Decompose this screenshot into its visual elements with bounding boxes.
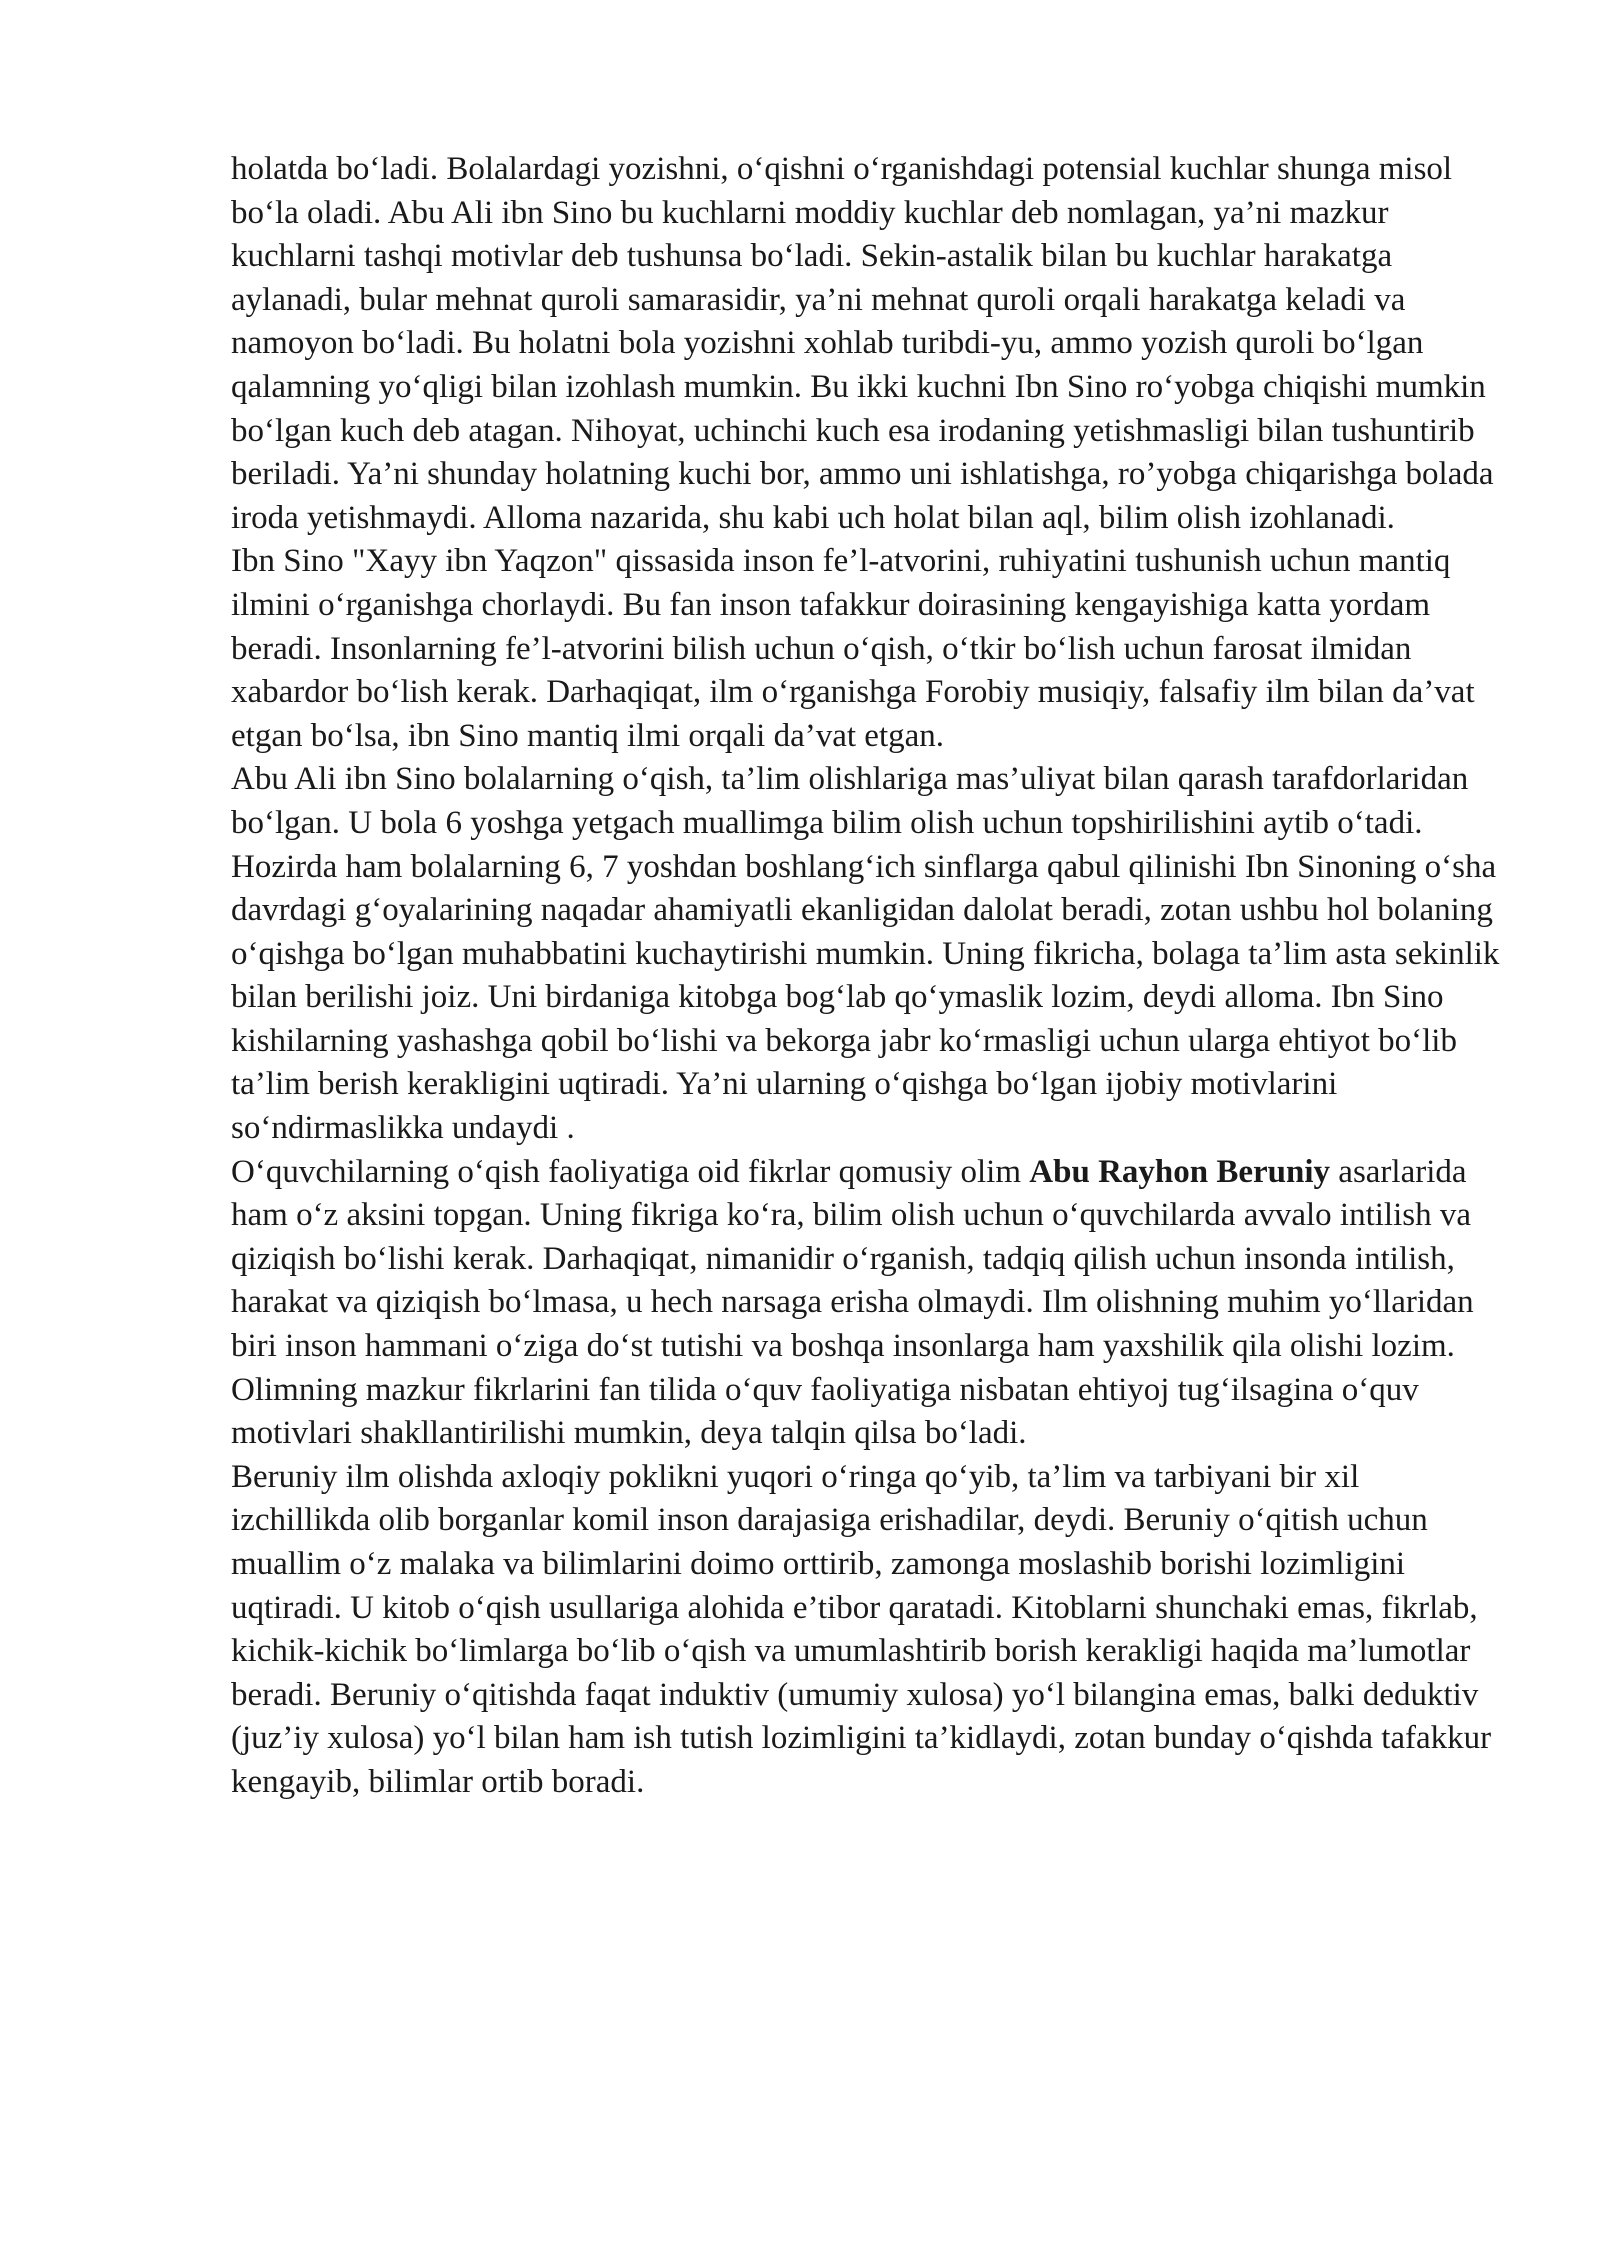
paragraph-4-text-end: asarlarida ham o‘z aksini topgan. Uning fikriga ko‘ra, bilim olish uchun o‘quvchilarda avvalo intilish va qiziqish bo‘lishi kerak. Darhaqiqat, nimanidir o‘rganish, tadqiq qilish uchun insonda intilish, harakat va qiziqish bo‘lmasa, u hech narsaga erisha olmaydi. Ilm olishning muhim yo‘llaridan biri inson hammani o‘ziga do‘st tutishi va boshqa insonlarga ham yaxshilik qila olishi lozim. Olimning mazkur fikrlarini fan tilida o‘quv faoliyatiga nisbatan ehtiyoj tug‘ilsagina o‘quv motivlari shakllantirilishi mumkin, deya talqin qilsa bo‘ladi.	[231, 1153, 1474, 1452]
bold-name-beruniy: Abu Rayhon Beruniy	[1029, 1153, 1331, 1190]
paragraph-2: Ibn Sino "Xayy ibn Yaqzon" qissasida inson fe’l-atvorini, ruhiyatini tushunish uchun mantiq ilmini o‘rganishga chorlaydi. Bu fan inson tafakkur doirasining kengayishiga katta yordam beradi. Insonlarning fe’l-atvorini bilish uchun o‘qish, o‘tkir bo‘lish uchun farosat ilmidan xabardor bo‘lish kerak. Darhaqiqat, ilm o‘rganishga Forobiy musiqiy, falsafiy ilm bilan da’vat etgan bo‘lsa, ibn Sino mantiq ilmi orqali da’vat etgan.	[231, 543, 1475, 754]
paragraph-4	[231, 1151, 1501, 1456]
paragraph-4-text-start: O‘quvchilarning o‘qish faoliyatiga oid fikrlar qomusiy olim	[231, 1153, 1030, 1190]
paragraph-5: Beruniy ilm olishda axloqiy poklikni yuqori o‘ringa qo‘yib, ta’lim va tarbiyani bir xil izchillikda olib borganlar komil inson darajasiga erishadilar, deydi. Beruniy o‘qitish uchun muallim o‘z malaka va bilimlarini doimo orttirib, zamonga moslashib borishi lozimligini uqtiradi. U kitob o‘qish usullariga alohida e’tibor qaratadi. Kitoblarni shunchaki emas, fikrlab, kichik-kichik bo‘limlarga bo‘lib o‘qish va umumlashtirib borish kerakligi haqida ma’lumotlar beradi. Beruniy o‘qitishda faqat induktiv (umumiy xulosa) yo‘l bilangina emas, balki deduktiv (juz’iy xulosa) yo‘l bilan ham ish tutish lozimligini ta’kidlaydi, zotan bunday o‘qishda tafakkur kengayib, bilimlar ortib boradi.	[231, 1458, 1492, 1800]
document-page	[231, 148, 1501, 1805]
paragraph-3: Abu Ali ibn Sino bolalarning o‘qish, ta’lim olishlariga mas’uliyat bilan qarash tarafdorlaridan bo‘lgan. U bola 6 yoshga yetgach muallimga bilim olish uchun topshirilishini aytib o‘tadi. Hozirda ham bolalarning 6, 7 yoshdan boshlang‘ich sinflarga qabul qilinishi Ibn Sinoning o‘sha davrdagi g‘oyalarining naqadar ahamiyatli ekanligidan dalolat beradi, zotan ushbu hol bolaning o‘qishga bo‘lgan muhabbatini kuchaytirishi mumkin. Uning fikricha, bolaga ta’lim asta sekinlik bilan berilishi joiz. Uni birdaniga kitobga bog‘lab qo‘ymaslik lozim, deydi alloma. Ibn Sino kishilarning yashashga qobil bo‘lishi va bekorga jabr ko‘rmasligi uchun ularga ehtiyot bo‘lib ta’lim berish kerakligini uqtiradi. Ya’ni ularning o‘qishga bo‘lgan ijobiy motivlarini so‘ndirmaslikka undaydi .	[231, 761, 1500, 1147]
paragraph-1: holatda bo‘ladi. Bolalardagi yozishni, o‘qishni o‘rganishdagi potensial kuchlar shunga misol bo‘la oladi. Abu Ali ibn Sino bu kuchlarni moddiy kuchlar deb nomlagan, ya’ni mazkur kuchlarni tashqi motivlar deb tushunsa bo‘ladi. Sekin-astalik bilan bu kuchlar harakatga aylanadi, bular mehnat quroli samarasidir, ya’ni mehnat quroli orqali harakatga keladi va namoyon bo‘ladi. Bu holatni bola yozishni xohlab turibdi-yu, ammo yozish quroli bo‘lgan qalamning yo‘qligi bilan izohlash mumkin. Bu ikki kuchni Ibn Sino ro‘yobga chiqishi mumkin bo‘lgan kuch deb atagan. Nihoyat, uchinchi kuch esa irodaning yetishmasligi bilan tushuntirib beriladi. Ya’ni shunday holatning kuchi bor, ammo uni ishlatishga, ro’yobga chiqarishga bolada iroda yetishmaydi. Alloma nazarida, shu kabi uch holat bilan aql, bilim olish izohlanadi.	[231, 151, 1494, 536]
